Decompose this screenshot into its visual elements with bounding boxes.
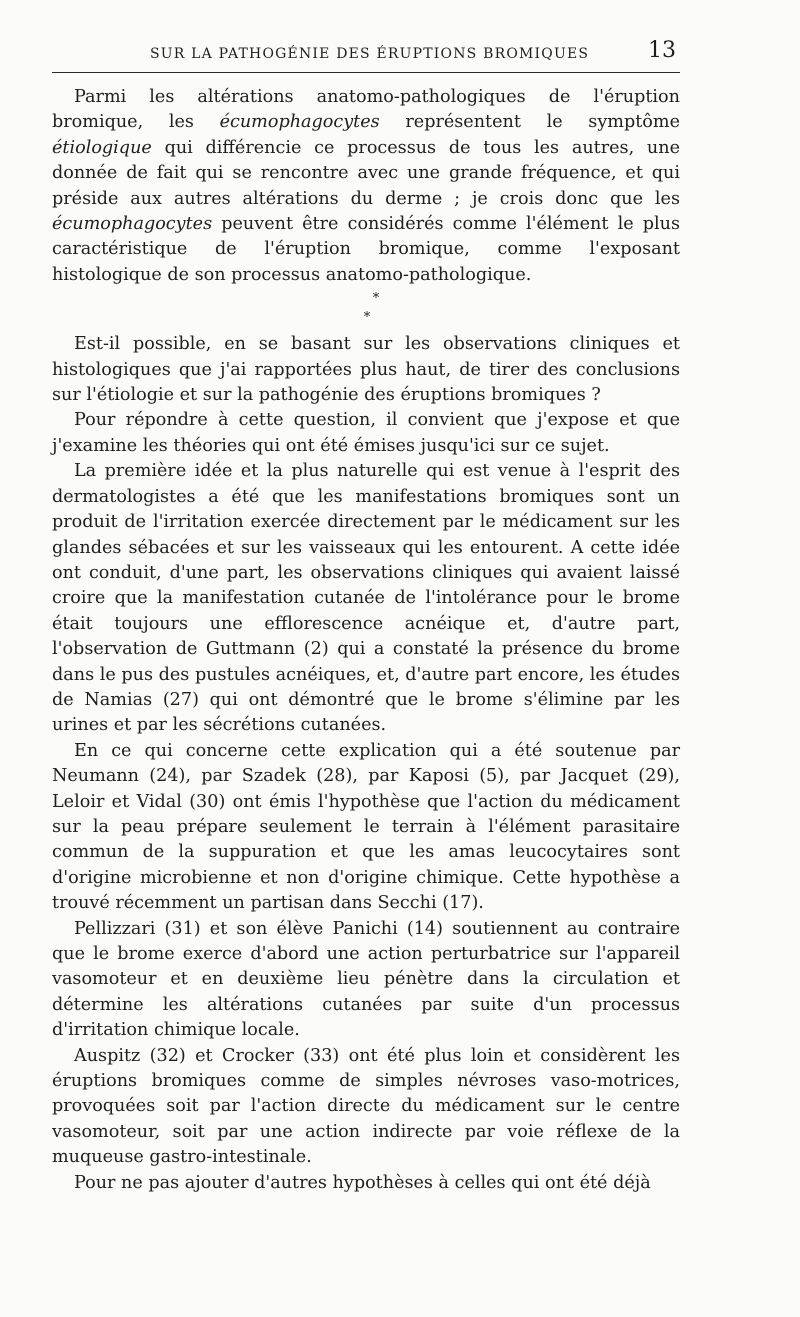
paragraph-hypotheses: Pour ne pas ajouter d'autres hypothèses à celles qui ont été déjà [74,1172,651,1193]
section-separator [52,288,680,332]
paragraph-explanation: En ce qui concerne cette explication qui a été soutenue par Neumann (24), par Szadek (28), par Kaposi (5), par Jacquet (29), Leloir et Vidal (30) ont émis l'hypothèse que l'action du médicament sur la peau prépare seulement le terrain à l'élément parasitaire commun de la suppuration et que les amas leucocytaires sont d'origine microbienne et non d'origine chimique. Cette hypothèse a trouvé récemment un partisan dans Secchi (17). [52,740,680,914]
text-run: représentent le symptôme [379,112,680,133]
asterisk-mark: * [372,291,380,307]
page-number: 13 [648,38,676,63]
text-run: Parmi les altérations anatomo-pathologiques de l'éruption bromique, les [52,87,680,133]
paragraph-auspitz: Auspitz (32) et Crocker (33) ont été plus loin et considèrent les éruptions bromiques comme de simples névroses vaso-motrices, provoquées soit par l'action directe du médicament sur le centre vasomoteur, soit par une action indirecte par voie réflexe de la muqueuse gastro-intestinale. [52,1045,680,1168]
italic-term: écumophagocytes [219,112,380,133]
paragraph-ecumophagocytes [52,85,680,288]
text-run: peuvent être considérés comme l'élément le plus caractéristique de l'éruption bromique, comme l'exposant histologique de son processus anatomo-pathologique. [52,214,680,285]
paragraph-question: Est-il possible, en se basant sur les observations cliniques et histologiques que j'ai rapportées plus haut, de tirer des conclusions sur l'étiologie et sur la pathogénie des éruptions bromiques ? [52,334,680,406]
italic-term: écumophagocytes [52,214,213,235]
paragraph-pellizzari: Pellizzari (31) et son élève Panichi (14) soutiennent au contraire que le brome exerce d'abord une action perturbatrice sur l'appareil vasomoteur et en deuxième lieu pénètre dans la circulation et détermine les altérations cutanées par suite d'un processus d'irritation chimique locale. [52,918,680,1041]
italic-term: étiologique [52,137,152,158]
running-title: SUR LA PATHOGÉNIE DES ÉRUPTIONS BROMIQUES [150,46,590,62]
paragraph-first-idea: La première idée et la plus naturelle qui est venue à l'esprit des dermatologistes a été que les manifestations bromiques sont un produit de l'irritation exercée directement par le médicament sur les glandes sébacées et sur les vaisseaux qui les entourent. A cette idée ont conduit, d'une part, les observations cliniques qui avaient laissé croire que la manifestation cutanée de l'intolérance pour le brome était toujours une efflorescence acnéique et, d'autre part, l'observation de Guttmann (2) qui a constaté la présence du brome dans le pus des pustules acnéiques, et, d'autre part encore, les études de Namias (27) qui ont démontré que le brome s'élimine par les urines et par les sécrétions cutanées. [52,461,680,736]
page-body [52,85,680,1196]
asterisk-mark: * [363,310,371,326]
text-run: qui différencie ce processus de tous les autres, une donnée de fait qui se rencontre avec une grande fréquence, et qui préside aux autres altérations du derme ; je crois donc que les [52,137,680,209]
paragraph-theories: Pour répondre à cette question, il convient que j'expose et que j'examine les théories qui ont été émises jusqu'ici sur ce sujet. [52,410,680,456]
running-head [52,38,680,73]
